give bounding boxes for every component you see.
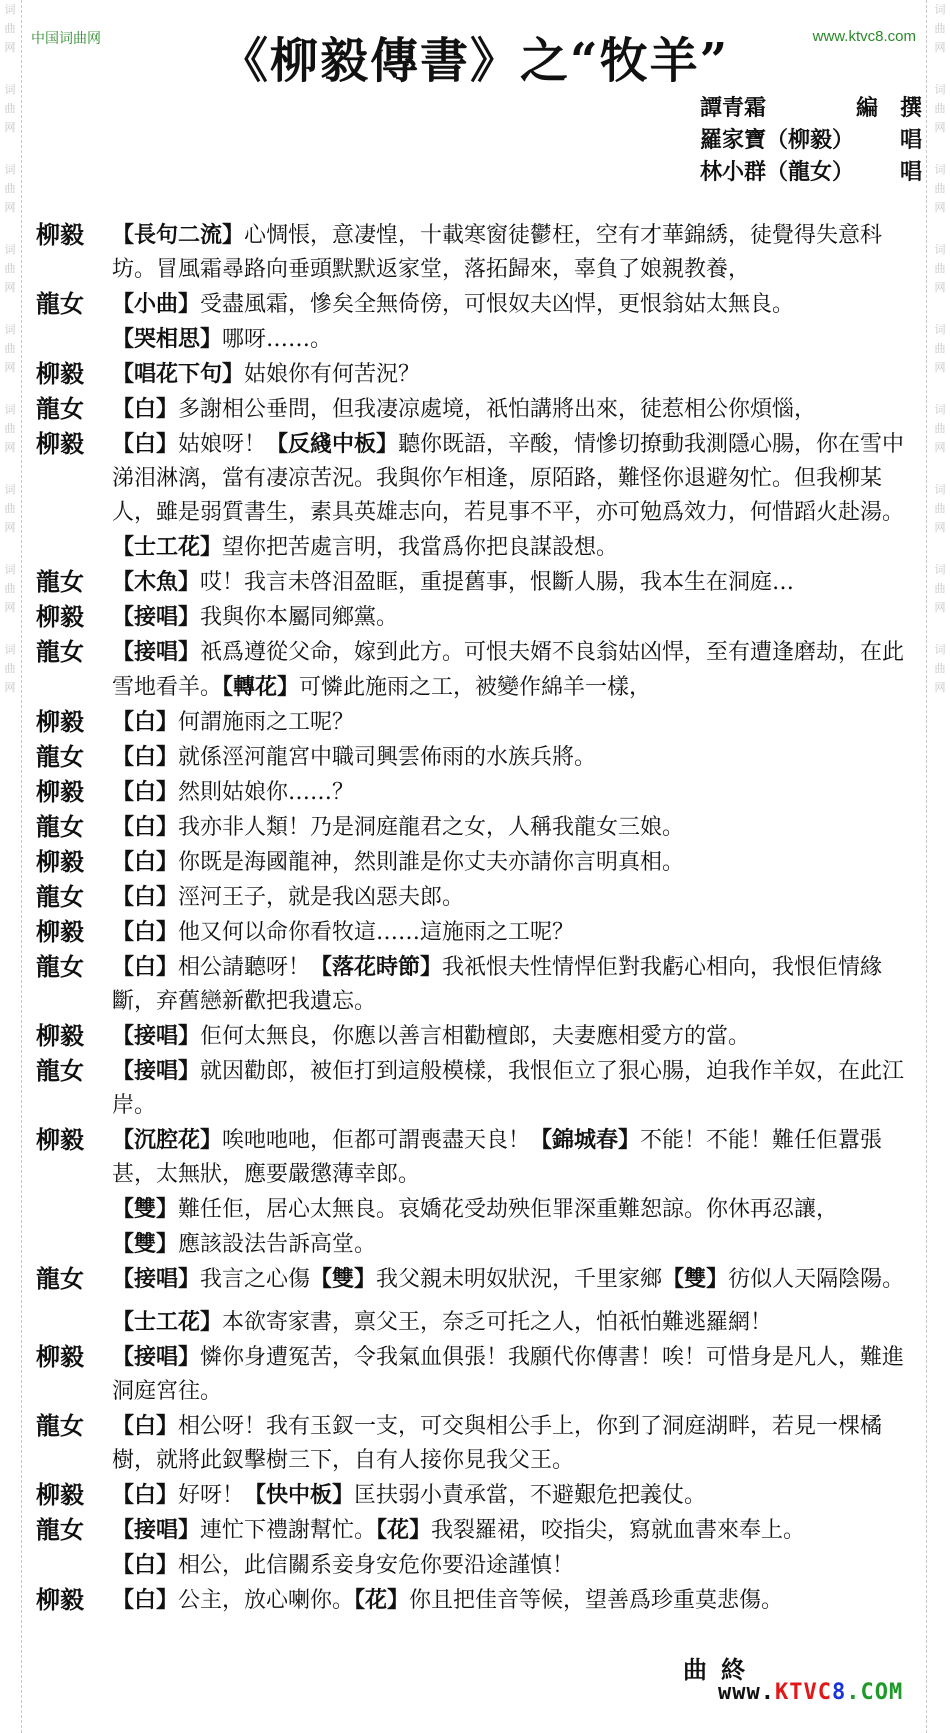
end-mark: 曲終	[683, 1655, 759, 1684]
watermark-char: 曲	[934, 22, 946, 35]
tune-tag: 【士工花】	[112, 1309, 223, 1335]
watermark-char: 词	[4, 563, 16, 576]
lyric-line	[36, 635, 916, 705]
lyric-segment: 唉吔吔吔，佢都可謂喪盡天良！	[222, 1128, 531, 1153]
lyric-text	[112, 635, 916, 705]
tune-tag: 【接唱】	[112, 604, 201, 630]
watermark-char: 网	[934, 281, 946, 294]
lyric-line	[36, 740, 916, 775]
tune-tag: 【白】	[112, 431, 179, 457]
page-title: 《柳毅傳書》之“牧羊”	[220, 33, 730, 89]
lyric-line	[36, 1409, 916, 1478]
lyric-segment: 姑娘你有何苦況？	[244, 362, 421, 387]
lyric-text	[112, 740, 916, 775]
speaker-name: 龍女	[36, 1411, 84, 1440]
lyric-text	[112, 845, 916, 880]
logo-com: .COM	[846, 1680, 904, 1705]
watermark-group	[935, 560, 946, 617]
watermark-char: 词	[934, 243, 946, 256]
tune-tag: 【白】	[112, 884, 179, 910]
speaker-name: 龍女	[36, 289, 84, 318]
tune-tag: 【小曲】	[112, 291, 201, 317]
watermark-char: 词	[934, 323, 946, 336]
lyric-segment: 你既是海國龍神，然則誰是你丈夫亦請你言明真相。	[178, 850, 685, 875]
watermark-char: 曲	[4, 262, 16, 275]
watermark-char: 网	[4, 41, 16, 54]
lyric-line	[36, 880, 916, 915]
lyric-line	[36, 1478, 916, 1513]
lyric-text	[112, 565, 916, 600]
watermark-char: 网	[4, 361, 16, 374]
lyric-text	[112, 915, 916, 950]
tune-tag: 【接唱】	[112, 1266, 201, 1292]
tune-tag: 【長句二流】	[112, 222, 245, 248]
lyric-segment: 匡扶弱小責承當，不避艱危把義仗。	[354, 1483, 707, 1508]
lyric-segment: 相公呀！我有玉釵一支，可交與相公手上，你到了洞庭湖畔，若見一棵橘樹，就將此釵擊樹三下，自有人接你見我父王。	[112, 1414, 883, 1473]
lyric-segment: 我裂羅裙，咬指尖，寫就血書來奉上。	[431, 1518, 806, 1543]
lyric-segment: 應該設法告訴高堂。	[178, 1232, 377, 1257]
lyric-text	[112, 705, 916, 740]
lyric-segment: 他又何以命你看牧這……這施雨之工呢？	[178, 920, 575, 945]
lyric-line	[36, 810, 916, 845]
watermark-char: 网	[934, 201, 946, 214]
tune-tag: 【花】	[376, 1517, 432, 1543]
watermark-char: 词	[934, 3, 946, 16]
tune-tag: 【接唱】	[112, 1517, 201, 1543]
site-name: 中国词曲网	[31, 31, 101, 47]
lyric-segment: 我與你本屬同鄉黨。	[200, 605, 399, 630]
tune-tag: 【白】	[112, 1552, 179, 1578]
lyric-line	[36, 1548, 916, 1583]
tune-tag: 【反綫中板】	[266, 431, 399, 457]
speaker-name: 龍女	[36, 567, 84, 596]
watermark-char: 网	[934, 521, 946, 534]
lyric-text	[112, 1513, 916, 1548]
lyric-segment: 你且把佳音等候，望善爲珍重莫悲傷。	[409, 1588, 784, 1613]
speaker-name: 柳毅	[36, 847, 84, 876]
lyrics-body	[36, 218, 916, 1618]
watermark-char: 曲	[934, 102, 946, 115]
lyric-segment: 我言之心傷	[200, 1267, 311, 1292]
watermark-char: 曲	[4, 182, 16, 195]
tune-tag: 【白】	[112, 1482, 179, 1508]
lyric-text	[112, 1478, 916, 1513]
logo-eight: 8	[831, 1680, 847, 1705]
watermark-char: 网	[4, 281, 16, 294]
lyric-segment: 憐你身遭冤苦，令我氣血俱張！我願代你傳書！唉！可惜身是凡人，難進洞庭宮往。	[112, 1345, 905, 1404]
tune-tag: 【白】	[112, 396, 179, 422]
speaker-name: 柳毅	[36, 429, 84, 458]
lyric-segment: 連忙下禮謝幫忙。	[200, 1518, 377, 1543]
watermark-char: 词	[4, 243, 16, 256]
speaker-name	[36, 1305, 112, 1340]
tune-tag: 【白】	[112, 1413, 179, 1439]
speaker-name: 柳毅	[36, 602, 84, 631]
lyric-line	[36, 287, 916, 322]
lyric-line	[36, 1123, 916, 1192]
watermark-char: 曲	[4, 662, 16, 675]
lyric-text	[112, 1262, 916, 1297]
tune-tag: 【雙】	[662, 1266, 729, 1292]
tune-tag: 【接唱】	[112, 1023, 201, 1049]
watermark-char: 词	[934, 563, 946, 576]
lyric-text	[112, 322, 916, 357]
lyric-line	[36, 845, 916, 880]
lyric-segment: 佢何太無良，你應以善言相勸檀郎，夫妻應相愛方的當。	[200, 1024, 751, 1049]
watermark-group	[935, 480, 946, 537]
right-dashed-border	[926, 0, 927, 1733]
logo-ktvc: KTVC	[774, 1680, 832, 1705]
speaker-name: 柳毅	[36, 1480, 84, 1509]
watermark-char: 曲	[934, 662, 946, 675]
lyric-segment: 望你把苦處言明，我當爲你把良謀設想。	[222, 535, 619, 560]
speaker-name: 柳毅	[36, 1125, 84, 1154]
watermark-group	[5, 560, 16, 617]
credit-row	[700, 124, 922, 156]
watermark-char: 曲	[934, 422, 946, 435]
watermark-group	[935, 80, 946, 137]
tune-tag: 【士工花】	[112, 534, 223, 560]
lyric-segment: 姑娘呀！	[178, 432, 267, 457]
lyric-segment: 可憐此施雨之工，被變作綿羊一樣，	[299, 675, 652, 700]
watermark-char: 网	[4, 441, 16, 454]
speaker-name: 柳毅	[36, 359, 84, 388]
lyric-text	[112, 392, 916, 427]
lyric-text	[112, 880, 916, 915]
tune-tag: 【雙】	[112, 1231, 179, 1257]
speaker-name: 龍女	[36, 637, 84, 666]
watermark-group	[5, 640, 16, 697]
tune-tag: 【轉花】	[222, 674, 300, 700]
credit-role: 唱	[899, 159, 922, 185]
lyric-segment: 公主，放心喇你。	[178, 1588, 355, 1613]
speaker-name: 龍女	[36, 1515, 84, 1544]
lyric-text	[112, 775, 916, 810]
watermark-group	[5, 480, 16, 537]
lyric-segment: 何謂施雨之工呢？	[178, 710, 355, 735]
lyric-line	[36, 565, 916, 600]
lyric-segment: 難任佢，居心太無良。哀嬌花受劫殃佢罪深重難恕諒。你休再忍讓，	[178, 1197, 839, 1222]
tune-tag: 【白】	[112, 849, 179, 875]
lyric-text	[112, 600, 916, 635]
lyric-text	[112, 1123, 916, 1192]
lyric-segment: 就因勸郎，被佢打到這般模樣，我恨佢立了狠心腸，迫我作羊奴，在此江岸。	[112, 1059, 905, 1118]
lyric-line	[36, 1583, 916, 1618]
watermark-char: 曲	[4, 102, 16, 115]
watermark-group	[935, 0, 946, 57]
tune-tag: 【白】	[112, 744, 179, 770]
tune-tag: 【錦城春】	[530, 1127, 641, 1153]
watermark-group	[5, 80, 16, 137]
lyric-line	[36, 1054, 916, 1123]
speaker-name: 龍女	[36, 1264, 84, 1293]
watermark-char: 曲	[934, 582, 946, 595]
lyric-segment: 相公請聽呀！	[178, 955, 311, 980]
lyric-segment: 心惆悵，意凄惶，十載寒窗徒鬱枉，空有才華錦綉，徒覺得失意科坊。冒風霜尋路向垂頭默默返家堂，落拓歸來，辜負了娘親教養，	[112, 223, 883, 282]
watermark-char: 网	[934, 681, 946, 694]
lyric-line	[36, 322, 916, 357]
speaker-name	[36, 322, 112, 357]
watermark-char: 曲	[934, 342, 946, 355]
lyric-line	[36, 1192, 916, 1227]
watermark-char: 词	[934, 403, 946, 416]
lyric-text	[112, 1305, 916, 1340]
lyric-line	[36, 915, 916, 950]
watermark-char: 词	[4, 323, 16, 336]
speaker-name	[36, 1548, 112, 1583]
tune-tag: 【花】	[354, 1587, 410, 1613]
lyric-line	[36, 705, 916, 740]
lyric-text	[112, 1583, 916, 1618]
left-watermark-column	[0, 0, 20, 1733]
speaker-name: 柳毅	[36, 777, 84, 806]
watermark-group	[935, 640, 946, 697]
credit-name: 林小群（龍女）	[700, 159, 855, 185]
logo-www: www.	[718, 1680, 775, 1705]
tune-tag: 【接唱】	[112, 639, 201, 665]
speaker-name: 柳毅	[36, 1021, 84, 1050]
right-watermark-column	[930, 0, 950, 1733]
lyric-text	[112, 1548, 916, 1583]
lyric-line	[36, 1305, 916, 1340]
lyric-segment: 不能！不能！難任佢囂張甚，太無狀，應要嚴懲薄幸郎。	[112, 1128, 883, 1187]
watermark-char: 曲	[934, 262, 946, 275]
watermark-group	[935, 240, 946, 297]
lyric-segment: 我祇恨夫性情悍佢對我虧心相向，我恨佢情緣斷，弃舊戀新歡把我遺忘。	[112, 955, 883, 1014]
watermark-group	[935, 400, 946, 457]
lyric-line	[36, 218, 916, 287]
lyric-line	[36, 950, 916, 1019]
watermark-char: 词	[934, 643, 946, 656]
credit-role: 唱	[899, 127, 922, 153]
watermark-char: 曲	[934, 182, 946, 195]
watermark-group	[5, 240, 16, 297]
tune-tag: 【白】	[112, 709, 179, 735]
lyric-line	[36, 357, 916, 392]
tune-tag: 【白】	[112, 814, 179, 840]
watermark-char: 词	[934, 163, 946, 176]
speaker-name: 龍女	[36, 952, 84, 981]
lyric-text	[112, 1340, 916, 1409]
lyric-segment: 然則姑娘你……？	[178, 780, 355, 805]
watermark-char: 词	[4, 643, 16, 656]
watermark-char: 网	[934, 361, 946, 374]
tune-tag: 【白】	[112, 779, 179, 805]
lyric-text	[112, 1192, 916, 1227]
speaker-name: 柳毅	[36, 917, 84, 946]
speaker-name: 龍女	[36, 742, 84, 771]
lyric-segment: 相公，此信關系妾身安危你要沿途謹慎！	[178, 1553, 575, 1578]
lyric-segment: 哎！我言未啓泪盈眶，重提舊事，恨斷人腸，我本生在洞庭…	[200, 570, 795, 595]
lyric-text	[112, 810, 916, 845]
credit-name: 羅家寶（柳毅）	[700, 127, 855, 153]
tune-tag: 【雙】	[112, 1196, 179, 1222]
lyric-segment: 本欲寄家書，禀父王，奈乏可托之人，怕祇怕難逃羅網！	[222, 1310, 773, 1335]
lyric-segment: 涇河王子，就是我凶惡夫郎。	[178, 885, 465, 910]
lyric-text	[112, 357, 916, 392]
lyric-text	[112, 950, 916, 1019]
watermark-group	[5, 400, 16, 457]
watermark-char: 曲	[4, 582, 16, 595]
lyric-text	[112, 218, 916, 287]
watermark-char: 曲	[934, 502, 946, 515]
credit-row	[700, 156, 922, 188]
lyric-text	[112, 287, 916, 322]
tune-tag: 【雙】	[310, 1266, 377, 1292]
watermark-char: 网	[934, 441, 946, 454]
tune-tag: 【接唱】	[112, 1058, 201, 1084]
credit-name: 譚青霜	[700, 95, 767, 121]
watermark-char: 网	[934, 121, 946, 134]
lyric-line	[36, 427, 916, 565]
speaker-name	[36, 1227, 112, 1262]
watermark-char: 网	[4, 521, 16, 534]
lyric-segment: 好呀！	[178, 1483, 245, 1508]
watermark-char: 曲	[4, 342, 16, 355]
lyric-segment: 就係涇河龍宮中職司興雲佈雨的水族兵將。	[178, 745, 597, 770]
watermark-group	[5, 0, 16, 57]
lyric-text	[112, 1054, 916, 1123]
watermark-char: 网	[4, 601, 16, 614]
tune-tag: 【唱花下句】	[112, 361, 245, 387]
speaker-name: 柳毅	[36, 1585, 84, 1614]
watermark-char: 词	[4, 483, 16, 496]
watermark-char: 网	[4, 201, 16, 214]
lyric-segment: 聽你既語，辛酸，情慘切撩動我測隱心腸，你在雪中涕泪淋漓，當有凄凉苦況。我與你乍相逢，原陌路，難怪你退避匆忙。但我柳某人，雖是弱質書生，素具英雄志向，若見事不平，亦可勉爲效力，何惜蹈火赴湯。	[112, 432, 905, 525]
watermark-char: 词	[4, 3, 16, 16]
tune-tag: 【白】	[112, 1587, 179, 1613]
speaker-name: 柳毅	[36, 1342, 84, 1371]
lyric-segment: 彷似人天隔陰陽。	[728, 1267, 905, 1292]
lyric-line	[36, 392, 916, 427]
watermark-char: 词	[934, 483, 946, 496]
watermark-char: 网	[934, 601, 946, 614]
tune-tag: 【落花時節】	[310, 954, 443, 980]
credit-role: 編 撰	[855, 95, 922, 121]
watermark-char: 词	[4, 163, 16, 176]
watermark-char: 曲	[4, 22, 16, 35]
speaker-name: 龍女	[36, 882, 84, 911]
speaker-name: 龍女	[36, 1056, 84, 1085]
lyric-line	[36, 1262, 916, 1297]
watermark-char: 网	[4, 121, 16, 134]
speaker-name: 龍女	[36, 812, 84, 841]
lyric-text	[112, 427, 916, 565]
watermark-group	[935, 320, 946, 377]
left-dashed-border	[21, 0, 22, 1733]
lyric-text	[112, 1227, 916, 1262]
credit-row	[700, 92, 922, 124]
tune-tag: 【接唱】	[112, 1344, 201, 1370]
lyric-line	[36, 1513, 916, 1548]
watermark-char: 词	[4, 403, 16, 416]
lyric-segment: 受盡風霜，慘矣全無倚傍，可恨奴夫凶悍，更恨翁姑太無良。	[200, 292, 795, 317]
speaker-name	[36, 1192, 112, 1227]
spacer	[36, 1297, 916, 1305]
speaker-name: 龍女	[36, 394, 84, 423]
lyric-line	[36, 775, 916, 810]
tune-tag: 【白】	[112, 919, 179, 945]
lyric-line	[36, 1227, 916, 1262]
watermark-group	[5, 320, 16, 377]
lyric-segment: 哪呀……。	[222, 327, 333, 352]
lyric-text	[112, 1409, 916, 1478]
watermark-char: 网	[4, 681, 16, 694]
watermark-char: 网	[934, 41, 946, 54]
site-url: www.ktvc8.com	[812, 28, 916, 45]
credits-block	[700, 92, 922, 188]
watermark-char: 曲	[4, 502, 16, 515]
watermark-char: 词	[4, 83, 16, 96]
watermark-group	[935, 160, 946, 217]
tune-tag: 【哭相思】	[112, 326, 223, 352]
speaker-name: 柳毅	[36, 220, 84, 249]
lyric-line	[36, 600, 916, 635]
lyric-segment: 祇爲遵從父命，嫁到此方。可恨夫婿不良翁姑凶悍，至有遭逢磨劫，在此雪地看羊。	[112, 640, 905, 700]
tune-tag: 【快中板】	[244, 1482, 355, 1508]
tune-tag: 【白】	[112, 954, 179, 980]
lyric-line	[36, 1019, 916, 1054]
lyric-segment: 多謝相公垂問，但我凄凉處境，祇怕講將出來，徒惹相公你煩惱，	[178, 397, 817, 422]
footer-logo	[718, 1680, 903, 1705]
speaker-name: 柳毅	[36, 707, 84, 736]
watermark-char: 曲	[4, 422, 16, 435]
lyric-text	[112, 1019, 916, 1054]
lyric-line	[36, 1340, 916, 1409]
watermark-char: 词	[934, 83, 946, 96]
lyric-segment: 我亦非人類！乃是洞庭龍君之女，人稱我龍女三娘。	[178, 815, 685, 840]
lyric-segment: 我父親未明奴狀況，千里家鄉	[376, 1267, 663, 1292]
watermark-group	[5, 160, 16, 217]
tune-tag: 【沉腔花】	[112, 1127, 223, 1153]
tune-tag: 【木魚】	[112, 569, 201, 595]
